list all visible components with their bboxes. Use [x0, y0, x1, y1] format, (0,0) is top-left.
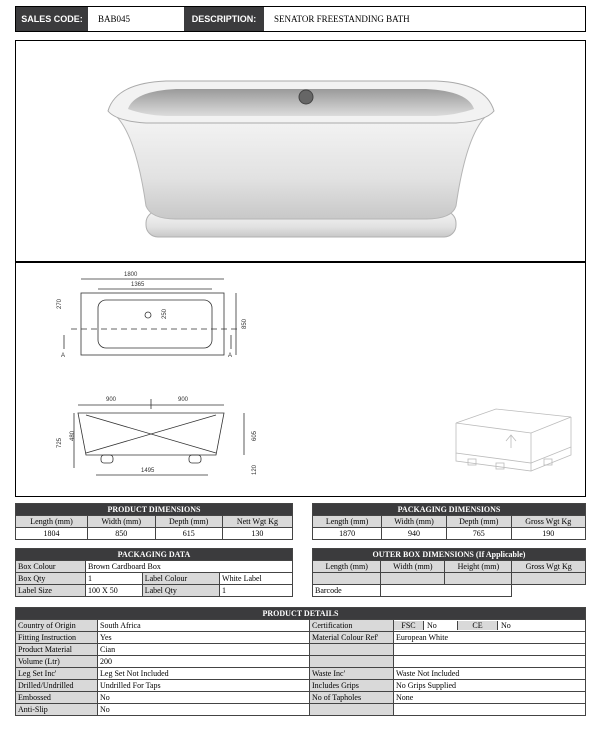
dim-width: 850 [242, 318, 248, 329]
certification-cell [394, 620, 586, 632]
description-label: DESCRIPTION: [184, 7, 264, 31]
packaging-dimensions-title: PACKAGING DIMENSIONS [313, 504, 586, 516]
pd-weight: 130 [222, 528, 292, 540]
barcode-label: Barcode [313, 585, 381, 597]
detail-value: Yes [98, 632, 310, 644]
ce-value: No [501, 621, 511, 630]
detail-value: Undrilled For Taps [98, 680, 310, 692]
fsc-label: FSC [394, 621, 424, 630]
ob-header-width: Width (mm) [381, 561, 445, 573]
dim-height-total: 725 [57, 437, 63, 448]
dim-height-body: 605 [252, 430, 258, 441]
label-colour-value: White Label [220, 573, 293, 585]
product-dimensions-table [15, 503, 293, 540]
sales-code-label: SALES CODE: [16, 7, 88, 31]
technical-drawing [16, 263, 585, 496]
pd-header-depth: Depth (mm) [155, 516, 222, 528]
fsc-value: No [424, 621, 458, 630]
ob-weight [512, 573, 586, 585]
dim-foot-height: 120 [252, 464, 258, 475]
detail-label: Drilled/Undrilled [16, 680, 98, 692]
tapholes-value: None [394, 692, 586, 704]
pd-width: 850 [88, 528, 156, 540]
section-a-left: A [61, 353, 66, 359]
pk-depth: 765 [446, 528, 511, 540]
label-size-value: 100 X 50 [86, 585, 143, 597]
label-colour-label: Label Colour [142, 573, 219, 585]
detail-label: Product Material [16, 644, 98, 656]
ob-length [313, 573, 381, 585]
packaging-dimensions-table [312, 503, 586, 540]
waste-value: Waste Not Included [394, 668, 586, 680]
material-colour-value: European White [394, 632, 586, 644]
certification-label: Certification [310, 620, 394, 632]
label-qty-label: Label Qty [142, 585, 219, 597]
header-bar [15, 6, 586, 32]
detail-value: South Africa [98, 620, 310, 632]
detail-value: No [98, 692, 310, 704]
ob-header-length: Length (mm) [313, 561, 381, 573]
ob-header-weight: Gross Wgt Kg [512, 561, 586, 573]
dim-base-length: 1495 [141, 468, 155, 474]
dim-length-outer: 1800 [124, 272, 138, 278]
section-a-right: A [228, 353, 233, 359]
description-value: SENATOR FREESTANDING BATH [274, 14, 410, 24]
detail-label: Anti-Slip [16, 704, 98, 716]
grips-label: Includes Grips [310, 680, 394, 692]
ob-height [445, 573, 512, 585]
dim-height-inner: 480 [70, 430, 76, 441]
detail-label: Leg Set Inc' [16, 668, 98, 680]
label-size-label: Label Size [16, 585, 86, 597]
packaging-data-title: PACKAGING DATA [16, 549, 293, 561]
pk-header-weight: Gross Wgt Kg [511, 516, 585, 528]
detail-label: Country of Origin [16, 620, 98, 632]
pd-length: 1804 [16, 528, 88, 540]
grips-value: No Grips Supplied [394, 680, 586, 692]
dim-length-inner: 1365 [131, 282, 145, 288]
detail-value: Leg Set Not Included [98, 668, 310, 680]
box-qty-value: 1 [86, 573, 143, 585]
label-qty-value: 1 [220, 585, 293, 597]
outer-box-table [312, 548, 586, 597]
pk-width: 940 [382, 528, 447, 540]
detail-label: Volume (Ltr) [16, 656, 98, 668]
product-details-table [15, 607, 586, 716]
pd-header-weight: Nett Wgt Kg [222, 516, 292, 528]
pk-header-depth: Depth (mm) [446, 516, 511, 528]
detail-value: 200 [98, 656, 310, 668]
material-colour-label: Material Colour Ref' [310, 632, 394, 644]
pd-header-width: Width (mm) [88, 516, 156, 528]
box-qty-label: Box Qty [16, 573, 86, 585]
barcode-value [381, 585, 512, 597]
box-colour-label: Box Colour [16, 561, 86, 573]
bath-photo [16, 41, 585, 261]
detail-label: Embossed [16, 692, 98, 704]
product-photo-frame [15, 40, 586, 262]
pk-header-length: Length (mm) [313, 516, 382, 528]
box-colour-value: Brown Cardboard Box [86, 561, 293, 573]
ce-label: CE [458, 621, 498, 630]
sales-code-value: BAB045 [98, 14, 131, 24]
pd-depth: 615 [155, 528, 222, 540]
ob-header-height: Height (mm) [445, 561, 512, 573]
tapholes-label: No of Tapholes [310, 692, 394, 704]
pd-header-length: Length (mm) [16, 516, 88, 528]
dim-waste: 250 [162, 308, 168, 319]
detail-value: No [98, 704, 310, 716]
detail-label: Fitting Instruction [16, 632, 98, 644]
detail-value: Cian [98, 644, 310, 656]
waste-label: Waste Inc' [310, 668, 394, 680]
pk-weight: 190 [511, 528, 585, 540]
technical-drawing-frame [15, 262, 586, 497]
pk-header-width: Width (mm) [382, 516, 447, 528]
dim-half-right: 900 [178, 397, 189, 403]
dim-offset: 270 [57, 298, 63, 309]
dim-half-left: 900 [106, 397, 117, 403]
ob-width [381, 573, 445, 585]
outer-box-title: OUTER BOX DIMENSIONS (If Applicable) [313, 549, 586, 561]
pk-length: 1870 [313, 528, 382, 540]
packaging-data-table [15, 548, 293, 597]
product-details-title: PRODUCT DETAILS [16, 608, 586, 620]
product-dimensions-title: PRODUCT DIMENSIONS [16, 504, 293, 516]
